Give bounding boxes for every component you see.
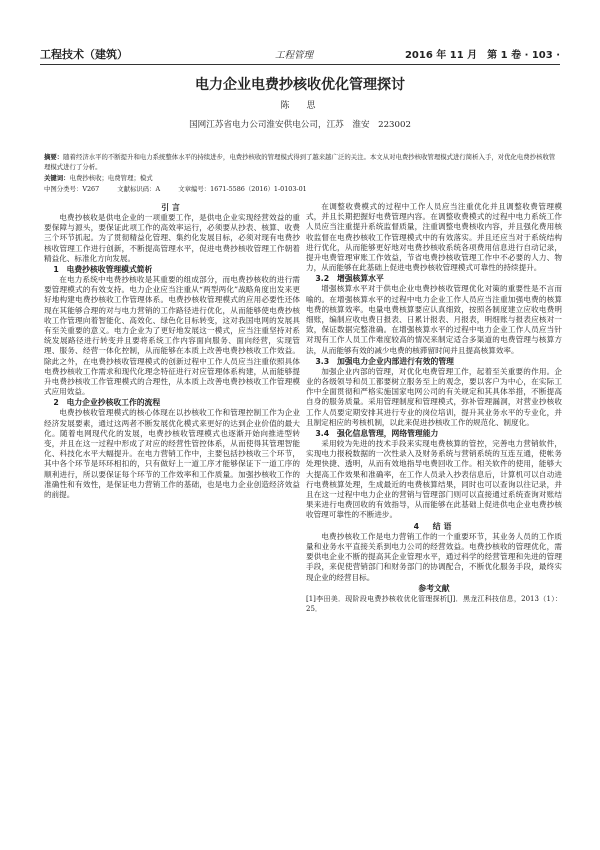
body-paragraph: 电费抄核收是供电企业的一项重要工作，是供电企业实现经营效益的重要保障与源头，要保证此项工作的高效率运行，必须要从抄表、核算、收费三个环节抓起。为了贯彻精益化管理、集约化发展目标，必须对现有电费抄核收管理工作进行创新，不断提高管理水平，促进电费抄核收管理工作朝着精益化、标准化方向发展。 <box>44 213 300 263</box>
section-name: 工程管理 <box>275 50 314 61</box>
subsection-heading: 2 电力企业抄核收工作的流程 <box>53 398 161 408</box>
reference-item: [1]李田美．现阶段电费抄核收优化管理探析[J]．黑龙江科技信息，2013（1）：25． <box>306 594 562 613</box>
keywords-block <box>44 173 556 182</box>
issue-info: 2016 年 11 月 第 1 卷 · 103 · <box>404 50 560 61</box>
abstract-text: 随着经济水平的不断提升和电力系统整体水平的持续进步，电费抄核收的管理模式得到了越来越广泛的关注。本文从对电费抄核收管理模式进行简析入手，对优化电费抄核收管理模式进行了分析。 <box>44 153 556 171</box>
body-paragraph: 电费抄核收管理模式的核心体现在以抄核收工作和管理控制工作为企业经济发展要素，通过这两者不断发展优化模式来更好的达到企业价值的最大化。随着电网现代化的发展，电费抄核收管理模式也逐渐开始向推进型转变，并且在这一过程中形成了对应的经营性管控体系，从而使得其管理智能化、科技化水平大幅提升。在电力营销工作中，主要包括抄核收三个环节，其中各个环节是环环相扣的，只有做好上一道工序才能够保证下一道工序的顺利进行，所以要保证每个环节的工作效率和工作质量。加强抄核收工作的准确性和有效性，是保证电力营销工作的基础，也是电力企业创造经济效益的前提。 <box>44 408 300 500</box>
article-number: 文章编号：1671-5586（2016）1-0103-01 <box>178 185 307 193</box>
classification-block <box>44 184 556 193</box>
running-header <box>40 46 560 62</box>
author-affiliation: 国网江苏省电力公司淮安供电公司，江苏 淮安 223002 <box>189 120 411 130</box>
section-heading: 4 结语 <box>413 521 455 531</box>
right-column <box>306 202 562 792</box>
clc-number: 中图分类号：V267 <box>44 185 100 193</box>
keywords-label: 关键词： <box>44 174 70 182</box>
keywords-text: 电费抄核收；电费管理；模式 <box>69 174 153 182</box>
body-paragraph: 电费抄核收工作是电力营销工作的一个重要环节，其业务人员的工作质量和业务水平直接关系到电力公司的经营效益。电费抄核收的管理优化，需要供电企业不断的提高其企业管理水平，通过科学的经营管理和先进的管理手段，来促使营销部门和财务部门的协调配合，不断优化服务手段，最终实现企业的经营目标。 <box>306 531 562 582</box>
subsection-heading: 3.2 增强核算水平 <box>315 274 384 284</box>
body-paragraph: 在电力系统中电费抄核收是其重要的组成部分，而电费抄核收的进行需要管理模式的有效支持。电力企业应当注重从“两型两化”战略角度出发来更好地构建电费抄核收工作管理体系。电费抄核收管理模式的应用必要性还体现在其能够合理的对与电力营销的工作路径进行优化，从而能够使电费抄核收工作管理向着智能化、高效化、绿色化目标转变，这对我国电网的发展具有至关重要的意义。电力企业为了更好地发展这一模式，应当注重坚持对系统发展路径进行转变并且要将系统工作内容面向服务、面向经营，实现管理、服务、经营一体化控制，从而能够在本质上改善电费抄核收工作效益。除此之外，在电费抄核收管理模式的创新过程中工作人员应当注重依照具体电费抄核收工作需求和现代化理念特征进行对应管理体系构建，从而能够提升电费抄核收工作管理模式的合理性，从本质上改善电费抄核收工作管理模式应用效益。 <box>44 275 300 397</box>
body-paragraph: 加强企业内部的管理，对优化电费管理工作，起着至关重要的作用。企业的各级领导和员工都要树立服务至上的观念，要以客户为中心，在实际工作中全面贯彻和严格实施国家电网公司的有关规定和其具体举措，不断提高自身的服务质量。采用管理制度和管理模式，弥补管理漏洞，对营业抄核收工作人员要定期安排其进行专业的岗位培训，提升其业务水平的专业化，并且制定相应的考核机制，以此来促进抄核收工作的规范化、制度化。 <box>306 366 562 427</box>
abstract-block <box>44 152 556 172</box>
abstract-label: 摘要： <box>44 153 64 161</box>
header-rule <box>40 64 560 65</box>
subsection-heading: 1 电费抄核收管理模式简析 <box>53 265 153 275</box>
body-paragraph: 在调整收费模式的过程中工作人员应当注重优化并且调整收费管理模式，并且长期把握好电费管理内容。在调整收费模式的过程中电力系统工作人员应当注重提升系统监督质量，注重调整电费核收内容，并且强化费用核收监督在电费抄核收工作管理模式中的有效落实。并且还应当对于系统结构进行优化，从而能够更好地对电费抄核收系统各项费用信息进行自动记录，提升电费管理审账工作效益，节省电费抄核收管理工作中不必要的人力、物力，从而能够在此基础上促进电费抄核收管理模式可靠性的持续提升。 <box>306 202 562 273</box>
article-title: 电力企业电费抄核收优化管理探讨 <box>195 77 405 93</box>
article-author: 陈 思 <box>280 101 320 111</box>
subsection-heading: 3.3 加强电力企业内部进行有效的管理 <box>315 356 454 366</box>
body-paragraph: 增强核算水平对于供电企业电费抄核收管理优化对策的重要性是不言而喻的。在增强核算水平的过程中电力企业工作人员应当注重加强电费的核算电费的核算效率。电量电费核算要应认真细致，按照各制度建立应收电费明细账，编制应收电费日报表、日累计报表、月报表，明细账与报表应核对一致，保证数据完整准确。在增强核算水平的过程中电力企业工作人员应当针对现有工作人员工作难度较高的情况来制定适合多渠道的电费管理与核算方法，从而能够有效的减少电费的核滞留时间并且提高核算效率。 <box>306 284 562 355</box>
section-heading: 引言 <box>161 203 183 212</box>
references-heading: 参考文献 <box>418 583 450 593</box>
document-code: 文献标识码：A <box>117 185 161 193</box>
subsection-heading: 3.4 强化信息管理，网络管理能力 <box>315 429 439 439</box>
body-paragraph: 采用较为先进的技术手段来实现电费核算的管控，完善电力营销软件，实现电力报税数据的一次性录入及财务系统与营销系统的互连互通，使帐务处理快捷、透明，从而有效地指导电费回收工作。相关软件的使用，能够大大提高工作效果和准确率，在工作人员录入抄表信息后，计算机可以自动进行电费核算处理，生成最近的电费核算结果，同时也可以查询以往记录，并且在这一过程中电力企业的营销与管理部门则可以直接通过系统查询对账结果来进行电费回收的有效指导，从而能够在此基础上促进供电企业电费抄核收管理可靠性的不断进步。 <box>306 439 562 520</box>
journal-name: 工程技术（建筑） <box>40 48 128 61</box>
left-column <box>44 202 300 802</box>
